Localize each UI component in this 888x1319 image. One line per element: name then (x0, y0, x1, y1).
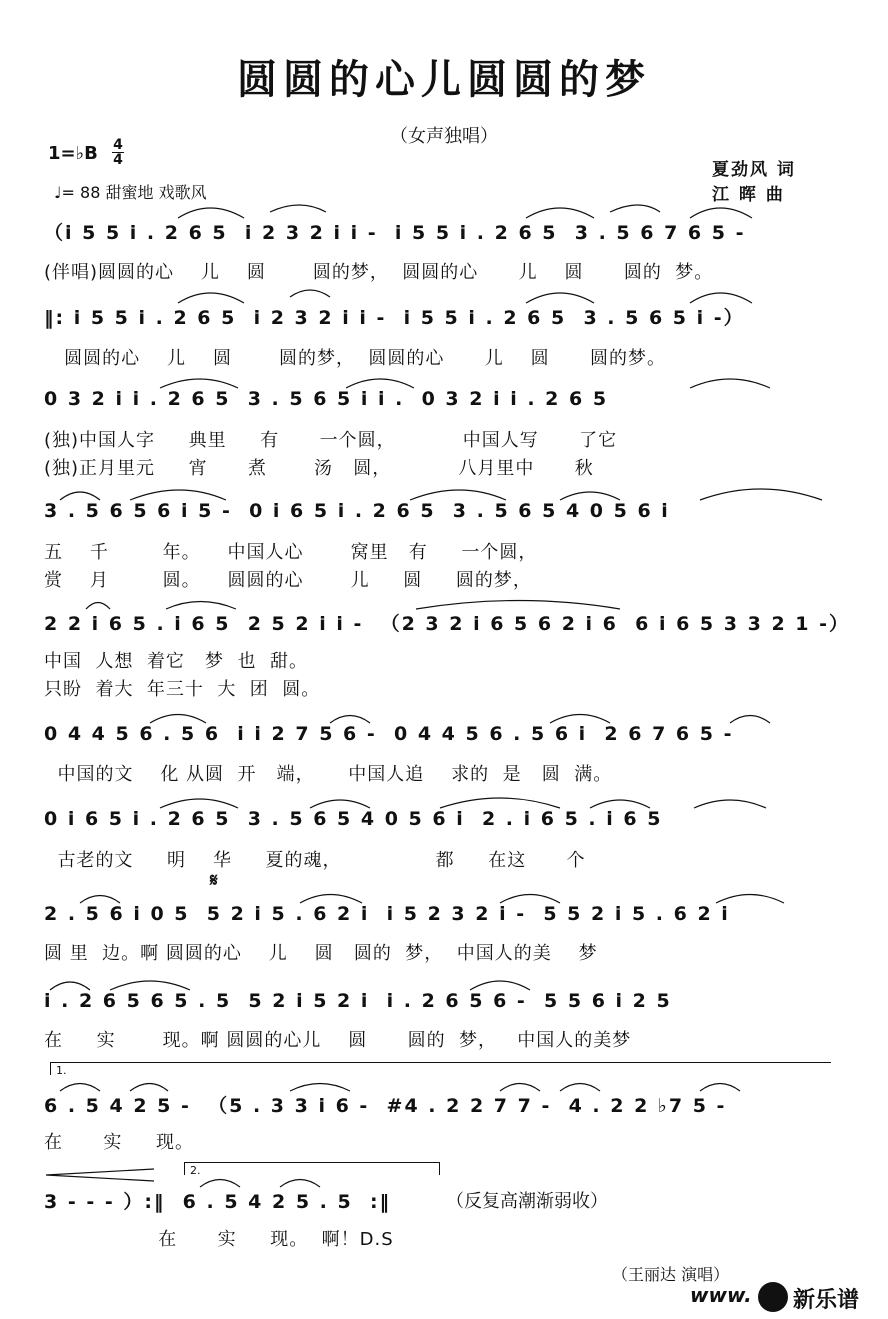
lyric-row-3b: (独)正月里元 宵 煮 汤 圆， 八月里中 秋 (44, 458, 594, 479)
meter-top: 4 (113, 137, 123, 153)
notation-row-9: i . 2 6 5 6 5 . 5 5 2 i 5 2 i i . 2 6 5 6 - 5 5 6 i 2 5 (44, 990, 672, 1012)
notation-row-7: 0 i 6 5 i . 2 6 5 3 . 5 6 5 4 0 5 6 i 2 . i 6 5 . i 6 5 (44, 808, 663, 830)
logo-icon (758, 1282, 788, 1312)
lyric-row-4b: 赏 月 圆。 圆圆的心 儿 圆 圆的梦， (44, 570, 532, 591)
meter-bottom: 4 (113, 152, 123, 168)
time-signature (112, 138, 124, 167)
notation-row-5: 2 2 i 6 5 . i 6 5 2 5 2 i i - （2 3 2 i 6 5 6 2 i 6 6 i 6 5 3 3 2 1 -） (44, 613, 850, 635)
notation-row-3: 0 3 2 i i . 2 6 5 3 . 5 6 5 i i . 0 3 2 i i . 2 6 5 (44, 388, 609, 410)
watermark-url: www. (690, 1283, 752, 1307)
notation-row-1: （i 5 5 i . 2 6 5 i 2 3 2 i i - i 5 5 i . 2 6 5 3 . 5 6 7 6 5 - (44, 222, 746, 244)
lyric-row-2: 圆圆的心 儿 圆 圆的梦， 圆圆的心 儿 圆 圆的梦。 (44, 348, 666, 369)
lyric-row-5b: 只盼 着大 年三十 大 团 圆。 (44, 679, 321, 700)
volta-1-bracket (50, 1062, 831, 1075)
notation-row-8: 2 . 5 6 i 0 5 5 2 i 5 . 6 2 i i 5 2 3 2 i - 5 5 2 i 5 . 6 2 i (44, 903, 730, 925)
volta-2-label: 2. (190, 1164, 201, 1177)
composer-credit: 江 晖 曲 (712, 185, 785, 205)
song-subtitle: （女声独唱） (390, 126, 498, 147)
volta-1-label: 1. (56, 1064, 67, 1077)
singer-credit: （王丽达 演唱） (612, 1265, 730, 1284)
lyric-row-7: 古老的文 明 华 夏的魂， 都 在这 个 (44, 850, 586, 871)
lyric-row-10: 在 实 现。 (44, 1132, 194, 1153)
volta-2-bracket (184, 1162, 440, 1175)
lyric-row-6: 中国的文 化 从圆 开 端， 中国人追 求的 是 圆 满。 (44, 764, 613, 785)
logo-text: 新乐谱 (793, 1288, 860, 1313)
lyric-row-9: 在 实 现。啊 圆圆的心儿 圆 圆的 梦， 中国人的美梦 (44, 1030, 632, 1051)
notation-row-4: 3 . 5 6 5 6 i 5 - 0 i 6 5 i . 2 6 5 3 . 5 6 5 4 0 5 6 i (44, 500, 670, 522)
diminuendo-hairpin (46, 1168, 156, 1182)
lyric-row-11: 在 实 现。 啊！D.S (44, 1229, 394, 1250)
tempo-marking: ♩= 88 甜蜜地 戏歌风 (54, 183, 207, 202)
key-signature: 1=♭B (48, 143, 98, 164)
lyric-row-4a: 五 千 年。 中国人心 窝里 有 一个圆， (44, 542, 538, 563)
notation-row-2: ‖: i 5 5 i . 2 6 5 i 2 3 2 i i - i 5 5 i . 2 6 5 3 . 5 6 5 i -） (44, 307, 745, 329)
notation-row-10: 6 . 5 4 2 5 - （5 . 3 3 i 6 - #4 . 2 2 7 7 - 4 . 2 2 ♭7 5 - (44, 1095, 727, 1117)
lyric-row-3a: (独)中国人字 典里 有 一个圆， 中国人写 了它 (44, 430, 618, 451)
repeat-instruction: （反复高潮渐弱收） (446, 1191, 608, 1212)
segno-sign: 𝄋 (210, 870, 218, 891)
lyricist-credit: 夏劲风 词 (712, 160, 796, 180)
lyric-row-8: 圆 里 边。啊 圆圆的心 儿 圆 圆的 梦， 中国人的美 梦 (44, 943, 598, 964)
notation-row-6: 0 4 4 5 6 . 5 6 i i 2 7 5 6 - 0 4 4 5 6 . 5 6 i 2 6 7 6 5 - (44, 723, 734, 745)
lyric-row-1: (伴唱)圆圆的心 儿 圆 圆的梦， 圆圆的心 儿 圆 圆的 梦。 (44, 262, 714, 283)
notation-row-11: 3 - - - ）:‖ 6 . 5 4 2 5 . 5 :‖ (44, 1191, 392, 1213)
lyric-row-5a: 中国 人想 着它 梦 也 甜。 (44, 651, 308, 672)
song-title: 圆圆的心儿圆圆的梦 (237, 57, 651, 103)
